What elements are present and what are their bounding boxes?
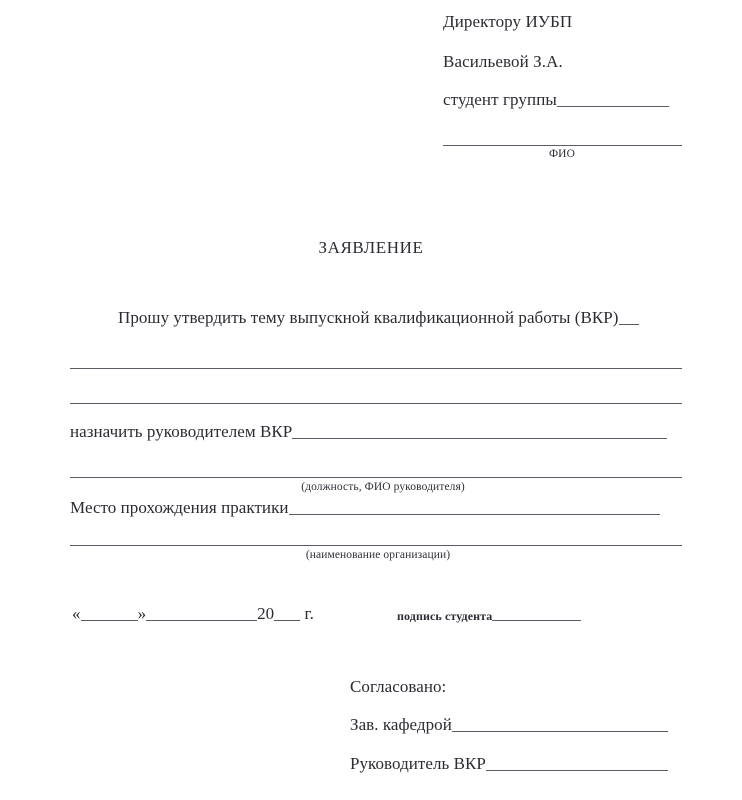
student-signature-field[interactable] [492, 611, 581, 622]
year-prefix: 20 [257, 604, 275, 623]
supervisor-approval-row [350, 755, 668, 772]
request-row [118, 309, 639, 326]
supervisor-approval-label: Руководитель ВКР [350, 754, 486, 773]
request-topic-rule-1[interactable] [70, 368, 682, 369]
quote-open: « [72, 604, 81, 623]
date-row [72, 605, 314, 622]
quote-close: » [137, 604, 147, 623]
student-group-field[interactable] [557, 92, 669, 107]
request-topic-rule-2[interactable] [70, 403, 682, 404]
student-group-row [443, 91, 669, 108]
practice-place-label: Место прохождения практики [70, 498, 289, 517]
student-signature-label: подпись студента [397, 609, 493, 623]
supervisor-row [70, 423, 667, 440]
supervisor-rule-2[interactable] [70, 477, 682, 478]
supervisor-approval-field[interactable] [486, 756, 668, 771]
student-signature-row [397, 610, 581, 622]
addressee-name: Васильевой З.А. [443, 52, 563, 71]
organization-rule[interactable] [70, 545, 682, 546]
organization-caption: (наименование организации) [305, 549, 451, 561]
department-head-row [350, 716, 668, 733]
fio-caption: ФИО [549, 148, 575, 160]
date-day-field[interactable] [81, 606, 138, 621]
request-label: Прошу утвердить тему выпускной квалификационной работы (ВКР) [118, 308, 619, 327]
date-month-field[interactable] [146, 606, 257, 621]
fio-rule[interactable] [443, 145, 682, 146]
date-year-field[interactable] [274, 606, 300, 621]
student-group-label: студент группы [443, 90, 557, 109]
practice-place-row [70, 499, 660, 516]
year-suffix: г. [304, 604, 314, 623]
supervisor-caption: (должность, ФИО руководителя) [301, 481, 465, 493]
department-head-label: Зав. кафедрой [350, 715, 452, 734]
approval-heading: Согласовано: [350, 677, 447, 696]
supervisor-field[interactable] [292, 424, 667, 439]
addressee-title: Директору ИУБП [443, 12, 573, 31]
request-topic-field-start[interactable] [619, 310, 639, 325]
supervisor-label: назначить руководителем ВКР [70, 422, 293, 441]
practice-place-field[interactable] [289, 500, 660, 515]
page-title: ЗАЯВЛЕНИЕ [318, 238, 424, 257]
department-head-field[interactable] [452, 717, 668, 732]
